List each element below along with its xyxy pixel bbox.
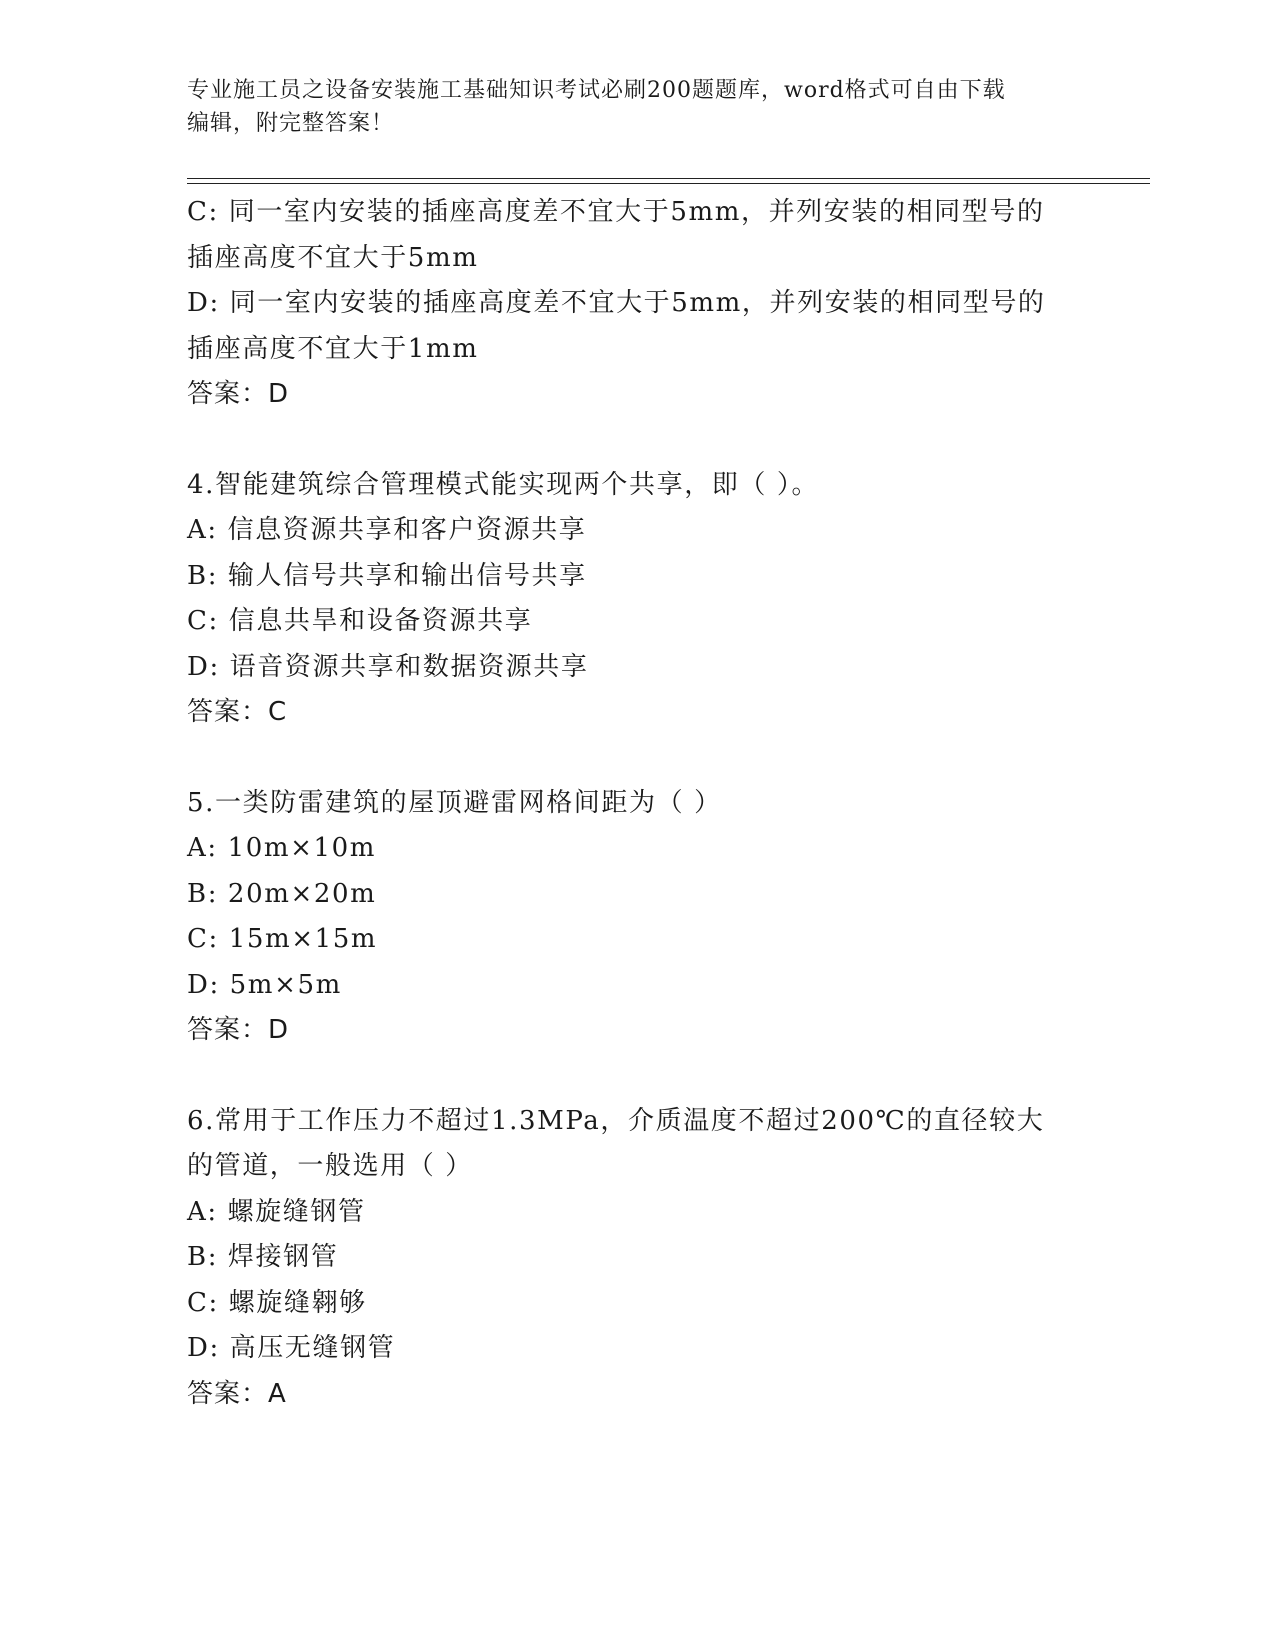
question-3-tail <box>187 190 1087 418</box>
option-d: D: 高压无缝钢管 <box>187 1333 396 1363</box>
option-c-line-1: C: 同一室内安装的插座高度差不宜大于5mm，并列安装的相同型号的 <box>187 197 1045 227</box>
spacer <box>187 1054 1087 1099</box>
answer-label: 答案：D <box>187 1015 290 1045</box>
header-title-line-2: 编辑，附完整答案！ <box>187 111 395 136</box>
option-a: A: 螺旋缝钢管 <box>187 1196 366 1227</box>
question-stem: 4.智能建筑综合管理模式能实现两个共享，即（ ）。 <box>187 469 820 500</box>
option-c: C: 螺旋缝翱够 <box>187 1287 367 1318</box>
option-d: D: 语音资源共享和数据资源共享 <box>187 651 589 682</box>
answer-label: 答案：C <box>187 697 288 727</box>
question-stem: 5.一类防雷建筑的屋顶避雷网格间距为（ ） <box>187 787 722 818</box>
option-b: B: 焊接钢管 <box>187 1242 339 1272</box>
option-d-line-2: 插座高度不宜大于1mm <box>187 333 479 364</box>
answer-label: 答案：A <box>187 1378 287 1409</box>
question-6 <box>187 1099 1087 1418</box>
question-stem-line-1: 6.常用于工作压力不超过1.3MPa，介质温度不超过200℃的直径较大 <box>187 1105 1045 1136</box>
option-c: C: 15m×15m <box>187 924 378 954</box>
question-list <box>187 190 1087 1417</box>
header-divider-top <box>187 178 1150 179</box>
header-divider-bottom <box>187 183 1150 184</box>
option-a: A: 信息资源共享和客户资源共享 <box>187 515 587 545</box>
question-5 <box>187 781 1087 1054</box>
option-b: B: 20m×20m <box>187 878 377 909</box>
option-a: A: 10m×10m <box>187 833 377 863</box>
question-4 <box>187 463 1087 736</box>
header-title-line-1: 专业施工员之设备安装施工基础知识考试必刷200题题库，word格式可自由下载 <box>187 78 1006 103</box>
option-c: C: 信息共旱和设备资源共享 <box>187 606 533 636</box>
option-d: D: 5m×5m <box>187 969 342 1000</box>
option-d-line-1: D: 同一室内安装的插座高度差不宜大于5mm，并列安装的相同型号的 <box>187 288 1046 318</box>
spacer <box>187 736 1087 781</box>
option-b: B: 输人信号共享和输出信号共享 <box>187 560 587 591</box>
document-header <box>187 74 1067 140</box>
question-stem-line-2: 的管道，一般选用（ ） <box>187 1151 473 1181</box>
option-c-line-2: 插座高度不宜大于5mm <box>187 242 479 273</box>
answer-label: 答案：D <box>187 379 290 409</box>
spacer <box>187 418 1087 463</box>
